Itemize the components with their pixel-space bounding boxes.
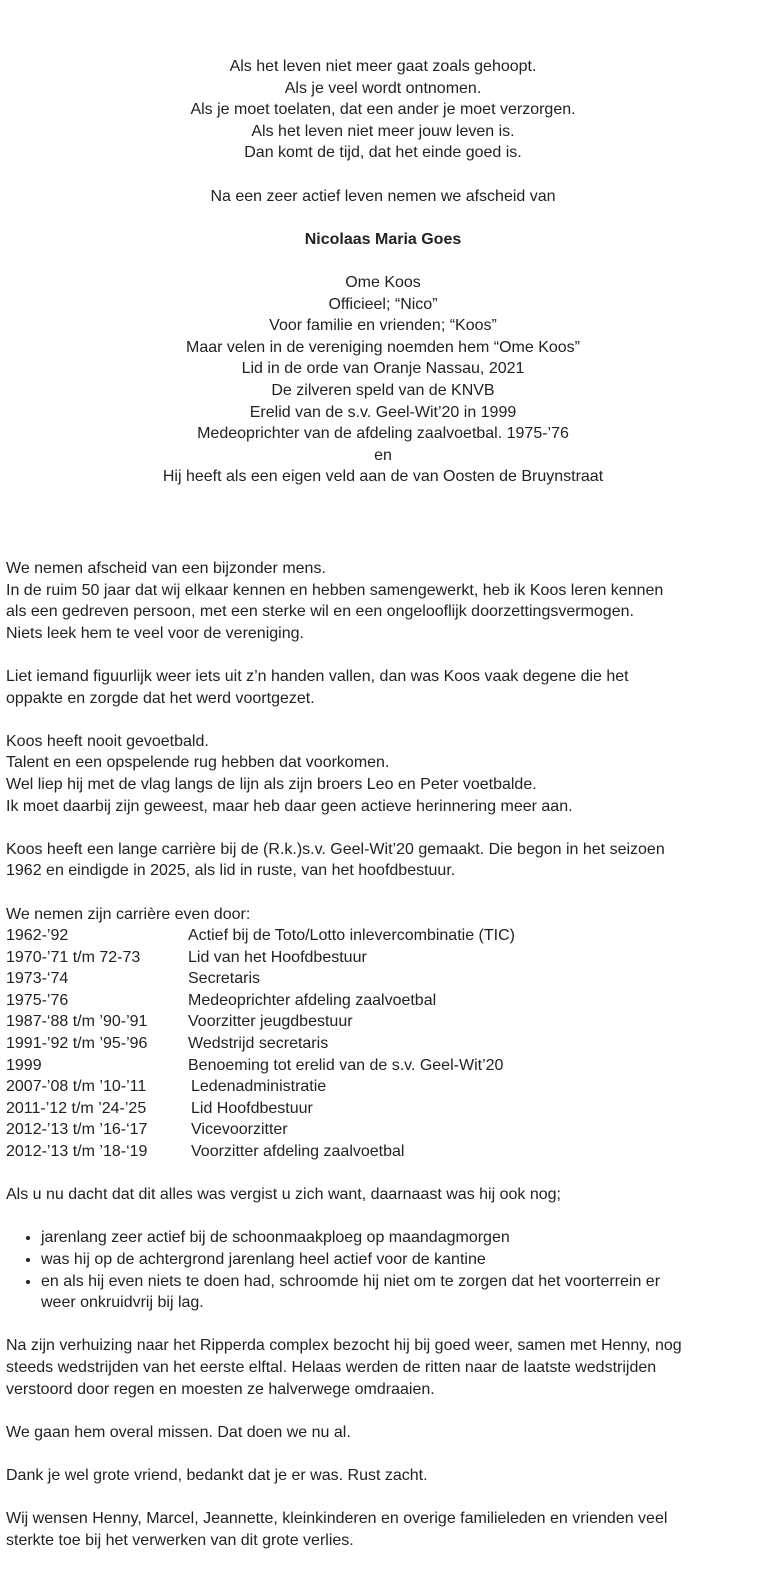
detail-line: Ome Koos — [345, 273, 421, 291]
honors-list — [0, 272, 766, 488]
text-line: als een gedreven persoon, met een sterke wil en een ongelooflijk doorzettingsvermogen. — [6, 603, 634, 621]
list-item — [41, 1249, 764, 1271]
career-intro: We nemen zijn carrière even door: — [6, 905, 251, 923]
career-role: Medeoprichter afdeling zaalvoetbal — [188, 991, 437, 1009]
career-period: 1973-‘74 — [6, 970, 69, 988]
detail-line: Voor familie en vrienden; “Koos” — [269, 317, 497, 335]
career-period: 1962-’92 — [6, 927, 69, 945]
career-role: Wedstrijd secretaris — [188, 1035, 329, 1053]
career-row — [6, 968, 764, 990]
poem-line: Dan komt de tijd, dat het einde goed is. — [244, 144, 522, 162]
career-row — [6, 990, 764, 1012]
career-role: Lid van het Hoofdbestuur — [188, 948, 367, 966]
career-role: Lid Hoofdbestuur — [191, 1099, 313, 1117]
paragraph — [6, 1184, 764, 1206]
text-line: Liet iemand figuurlijk weer iets uit z’n handen vallen, dan was Koos vaak degene die het — [6, 667, 629, 685]
text-line: verstoord door regen en moesten ze halverwege omdraaien. — [6, 1380, 435, 1398]
paragraph — [6, 666, 764, 709]
paragraph — [6, 558, 764, 644]
career-row — [6, 1098, 764, 1120]
farewell-intro: Na een zeer actief leven nemen we afscheid van — [210, 187, 556, 205]
paragraph — [6, 1508, 764, 1551]
detail-line: Lid in de orde van Oranje Nassau, 2021 — [241, 360, 525, 378]
extra-activities-list — [6, 1227, 764, 1313]
text-line: 1962 en eindigde in 2025, als lid in ruste, van het hoofdbestuur. — [6, 862, 456, 880]
detail-line: De zilveren speld van de KNVB — [271, 381, 495, 399]
detail-line: Erelid van de s.v. Geel-Wit’20 in 1999 — [249, 403, 517, 421]
list-item-text: jarenlang zeer actief bij de schoonmaakploeg op maandagmorgen — [41, 1229, 510, 1247]
career-period: 2012-’13 t/m ’16-‘17 — [6, 1121, 148, 1139]
career-role: Voorzitter jeugdbestuur — [188, 1013, 353, 1031]
career-period: 1975-’76 — [6, 991, 69, 1009]
list-item-text: • en als hij even niets te doen had, schroomde hij niet om te zorgen dat het voorterrein er — [41, 1272, 661, 1290]
career-row — [6, 947, 764, 969]
text-line: Na zijn verhuizing naar het Ripperda complex bezocht hij bij goed weer, samen met Henny, nog — [6, 1337, 682, 1355]
poem-line: Als het leven niet meer jouw leven is. — [251, 122, 515, 140]
career-role: Vicevoorzitter — [191, 1121, 288, 1139]
text-line: We nemen afscheid van een bijzonder mens. — [6, 560, 326, 577]
poem-line: Als je veel wordt ontnomen. — [284, 79, 482, 97]
career-period: 2012-’13 t/m ’18-‘19 — [6, 1143, 148, 1161]
text-line: oppakte en zorgde dat het werd voortgezet. — [6, 689, 315, 707]
list-item-text: weer onkruidvrij bij lag. — [41, 1294, 204, 1312]
career-row — [6, 1011, 764, 1033]
extra-intro: Als u nu dacht dat dit alles was vergist u zich want, daarnaast was hij ook nog; — [6, 1186, 561, 1204]
poem — [0, 56, 766, 164]
text-line: sterkte toe bij het verwerken van dit grote verlies. — [6, 1531, 354, 1549]
detail-line: Officieel; “Nico” — [328, 295, 438, 313]
memorial-header — [0, 56, 766, 488]
paragraph — [6, 839, 764, 882]
text-line: In de ruim 50 jaar dat wij elkaar kennen en hebben samengewerkt, heb ik Koos leren kennen — [6, 581, 664, 599]
poem-line: Als het leven niet meer gaat zoals gehoopt. — [229, 58, 537, 75]
paragraph — [6, 1465, 764, 1487]
list-item — [41, 1271, 764, 1314]
detail-line: en — [374, 446, 392, 464]
text-line: Koos heeft een lange carrière bij de (R.k.)s.v. Geel-Wit’20 gemaakt. Die begon in het seizoen — [6, 840, 665, 858]
career-role: Benoeming tot erelid van de s.v. Geel-Wit’20 — [188, 1056, 504, 1074]
career-row — [6, 1141, 764, 1163]
career-row — [6, 1119, 764, 1141]
text-line: Niets leek hem te veel voor de vereniging. — [6, 624, 304, 642]
paragraph — [6, 731, 764, 817]
tribute-text — [6, 558, 764, 1573]
career-role: Ledenadministratie — [191, 1078, 327, 1096]
detail-line: Medeoprichter van de afdeling zaalvoetbal. 1975-’76 — [197, 425, 569, 443]
text-line: Dank je wel grote vriend, bedankt dat je er was. Rust zacht. — [6, 1466, 428, 1484]
career-row — [6, 1055, 764, 1077]
text-line: Koos heeft nooit gevoetbald. — [6, 732, 209, 750]
career-period: 2007-’08 t/m ’10-’11 — [6, 1078, 147, 1096]
career-role: Secretaris — [188, 970, 261, 988]
text-line: Wel liep hij met de vlag langs de lijn als zijn broers Leo en Peter voetbalde. — [6, 775, 537, 793]
career-period: 1999 — [6, 1056, 42, 1074]
deceased-name: Nicolaas Maria Goes — [304, 230, 462, 248]
career-section — [6, 904, 764, 1163]
detail-line: Maar velen in de vereniging noemden hem “Ome Koos” — [186, 338, 580, 356]
list-item — [41, 1227, 764, 1249]
poem-line: Als je moet toelaten, dat een ander je moet verzorgen. — [190, 101, 576, 119]
career-row — [6, 925, 764, 947]
list-item-text: was hij op de achtergrond jarenlang heel actief voor de kantine — [41, 1251, 486, 1268]
career-period: 1987-‘88 t/m ’90-’91 — [6, 1013, 148, 1031]
career-row — [6, 1076, 764, 1098]
text-line: steeds wedstrijden van het eerste elftal. Helaas werden de ritten naar de laatste wedstrijden — [6, 1358, 657, 1376]
paragraph — [6, 1335, 764, 1400]
paragraph — [6, 1422, 764, 1444]
text-line: Ik moet daarbij zijn geweest, maar heb daar geen actieve herinnering meer aan. — [6, 797, 573, 815]
text-line: Talent en een opspelende rug hebben dat voorkomen. — [6, 754, 390, 772]
career-period: 1970-’71 t/m 72-73 — [6, 948, 141, 966]
career-period: 2011-’12 t/m ’24-’25 — [6, 1099, 147, 1117]
career-role: Actief bij de Toto/Lotto inlevercombinatie (TIC) — [188, 927, 515, 945]
career-period: 1991-’92 t/m ’95-’96 — [6, 1035, 148, 1053]
detail-line: Hij heeft als een eigen veld aan de van Oosten de Bruynstraat — [162, 468, 604, 486]
text-line: Wij wensen Henny, Marcel, Jeannette, kleinkinderen en overige familieleden en vrienden veel — [6, 1510, 668, 1528]
career-role: Voorzitter afdeling zaalvoetbal — [191, 1143, 405, 1161]
career-row — [6, 1033, 764, 1055]
text-line: We gaan hem overal missen. Dat doen we nu al. — [6, 1423, 351, 1441]
